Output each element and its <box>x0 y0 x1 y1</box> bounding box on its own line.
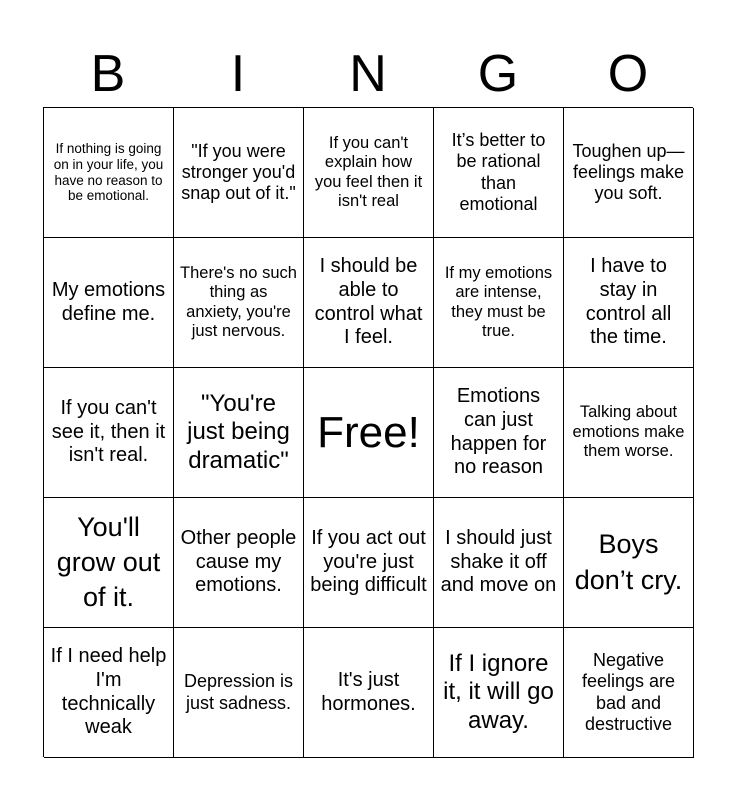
bingo-header <box>43 40 693 108</box>
bingo-cell-r1c5[interactable]: Toughen up—feelings make you soft. <box>564 108 694 238</box>
bingo-cell-r5c3[interactable]: It's just hormones. <box>304 628 434 758</box>
bingo-cell-r3c1[interactable]: If you can't see it, then it isn't real. <box>44 368 174 498</box>
bingo-cell-r4c2[interactable]: Other people cause my emotions. <box>174 498 304 628</box>
bingo-cell-r5c2[interactable]: Depression is just sadness. <box>174 628 304 758</box>
bingo-cell-r4c3[interactable]: If you act out you're just being difficult <box>304 498 434 628</box>
bingo-cell-r4c4[interactable]: I should just shake it off and move on <box>434 498 564 628</box>
bingo-cell-r5c1[interactable]: If I need help I'm technically weak <box>44 628 174 758</box>
bingo-cell-r2c1[interactable]: My emotions define me. <box>44 238 174 368</box>
bingo-cell-r1c3[interactable]: If you can't explain how you feel then it isn't real <box>304 108 434 238</box>
bingo-cell-r2c2[interactable]: There's no such thing as anxiety, you're just nervous. <box>174 238 304 368</box>
header-letter-n: N <box>349 45 387 103</box>
bingo-cell-free[interactable]: Free! <box>304 368 434 498</box>
header-letter-b: B <box>90 45 126 103</box>
bingo-cell-r3c5[interactable]: Talking about emotions make them worse. <box>564 368 694 498</box>
bingo-cell-r2c3[interactable]: I should be able to control what I feel. <box>304 238 434 368</box>
bingo-cell-r4c5[interactable]: Boys don’t cry. <box>564 498 694 628</box>
bingo-card-grid <box>43 107 693 757</box>
header-letter-i: I <box>230 45 246 103</box>
header-letter-g: G <box>477 45 519 103</box>
bingo-cell-r1c1[interactable]: If nothing is going on in your life, you have no reason to be emotional. <box>44 108 174 238</box>
bingo-cell-r2c4[interactable]: If my emotions are intense, they must be true. <box>434 238 564 368</box>
bingo-cell-r1c2[interactable]: "If you were stronger you'd snap out of it." <box>174 108 304 238</box>
header-letter-o: O <box>607 45 649 103</box>
bingo-cell-r4c1[interactable]: You'll grow out of it. <box>44 498 174 628</box>
bingo-cell-r2c5[interactable]: I have to stay in control all the time. <box>564 238 694 368</box>
bingo-cell-r3c2[interactable]: "You're just being dramatic" <box>174 368 304 498</box>
bingo-cell-r5c5[interactable]: Negative feelings are bad and destructive <box>564 628 694 758</box>
bingo-cell-r5c4[interactable]: If I ignore it, it will go away. <box>434 628 564 758</box>
bingo-cell-r1c4[interactable]: It’s better to be rational than emotional <box>434 108 564 238</box>
bingo-cell-r3c4[interactable]: Emotions can just happen for no reason <box>434 368 564 498</box>
